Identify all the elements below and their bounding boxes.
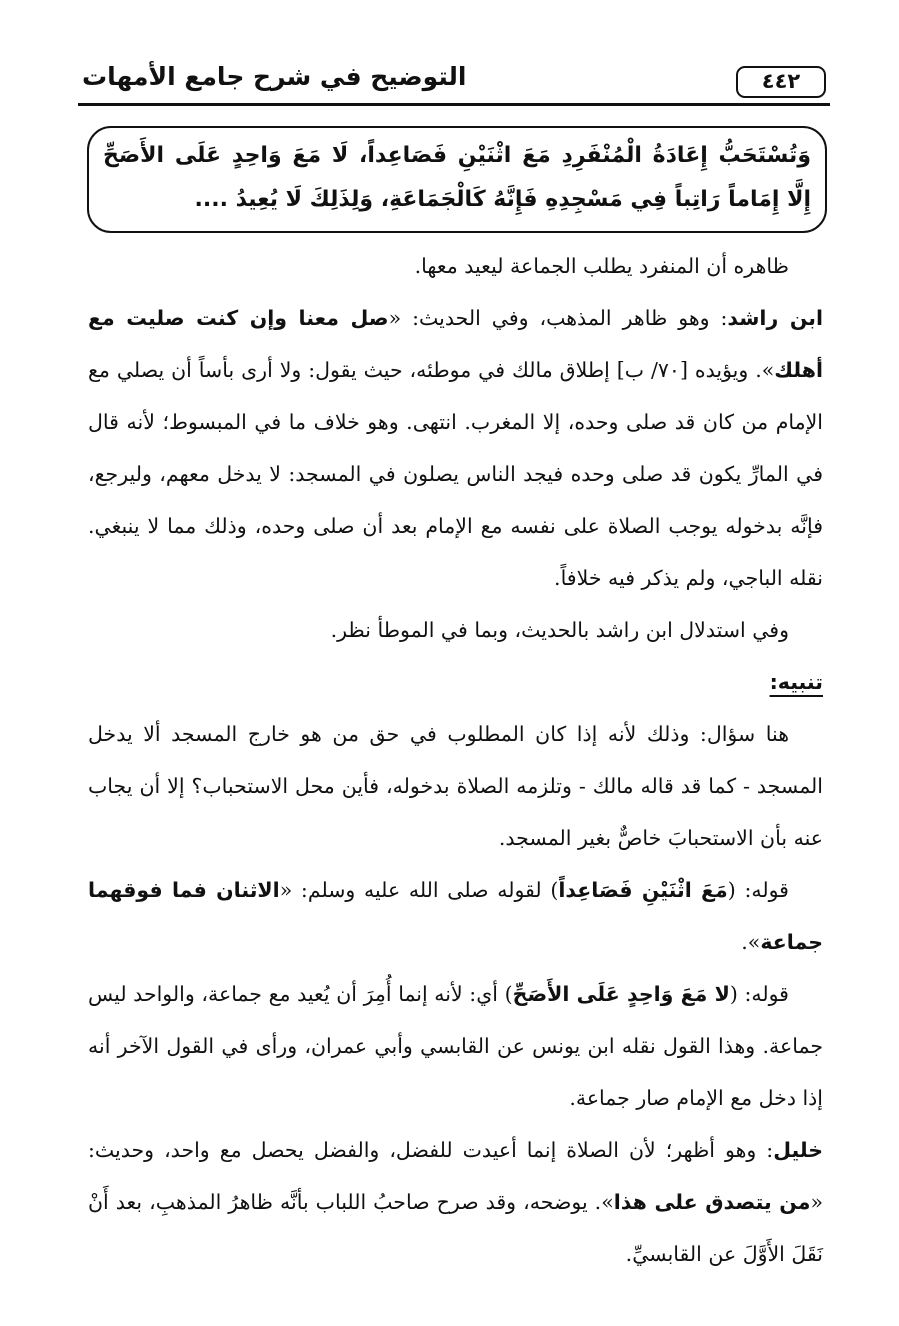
paragraph-6-text-b: ) أي: لأنه إنما أُمِرَ أن يُعيد مع جماعة، والواحد ليس جماعة. وهذا القول نقله ابن يونس عن القابسي وأبي عمران، ورأى في القول الآخر أنه إذا دخل مع الإمام صار جماعة. [88, 982, 823, 1110]
paragraph-1 [88, 240, 823, 292]
paragraph-7-text-a: : وهو أظهر؛ لأن الصلاة إنما أعيدت للفضل، والفضل يحصل مع واحد، وحديث: « [88, 1138, 823, 1214]
hadith-quote-3: من يتصدق على هذا [613, 1190, 811, 1214]
tanbih-heading: تنبيه: [769, 670, 823, 694]
tanbih-heading-line [88, 656, 823, 708]
author-label-khalil: خليل [773, 1138, 823, 1162]
paragraph-5-text-c: ». [741, 930, 761, 954]
matn-quote-2: لا مَعَ وَاحِدٍ عَلَى الأَصَحِّ [512, 982, 730, 1006]
book-title: التوضيح في شرح جامع الأمهات [82, 62, 467, 91]
paragraph-3 [88, 604, 823, 656]
page-header [78, 58, 830, 106]
paragraph-5-text-a: قوله: ( [727, 878, 789, 902]
matn-text-box: وَتُسْتَحَبُّ إِعَادَةُ الْمُنْفَرِدِ مَعَ اثْنَيْنِ فَصَاعِداً، لَا مَعَ وَاحِدٍ عَلَى الأَصَحِّ إِلَّا إِمَاماً رَاتِباً فِي مَسْجِدِهِ فَإِنَّهُ كَالْجَمَاعَةِ، وَلِذَلِكَ لَا يُعِيدُ .... [87, 126, 827, 233]
paragraph-7 [88, 1124, 823, 1280]
hadith-quote-1: صل معنا وإن كنت صليت مع أهلك [88, 306, 823, 382]
paragraph-4-text: هنا سؤال: وذلك لأنه إذا كان المطلوب في حق من هو خارج المسجد ألا يدخل المسجد - كما قد قاله مالك - وتلزمه الصلاة بدخوله، فأين محل الاستحباب؟ إلا أن يجاب عنه بأن الاستحبابَ خاصٌّ بغير المسجد. [88, 722, 823, 850]
commentary-body [88, 240, 823, 1280]
paragraph-6 [88, 968, 823, 1124]
author-label-ibn-rashid: ابن راشد [727, 306, 824, 330]
hadith-quote-2: الاثنان فما فوقهما جماعة [88, 878, 823, 954]
paragraph-3-text: وفي استدلال ابن راشد بالحديث، وبما في الموطأ نظر. [330, 618, 789, 642]
paragraph-2-text-b: ». ويؤيده [٧٠/ ب] إطلاق مالك في موطئه، حيث يقول: ولا أرى بأساً أن يصلي مع الإمام من كان قد صلى وحده، إلا المغرب. انتهى. وهو خلاف ما في المبسوط؛ لأنه قال في المارِّ يكون قد صلى وحده فيجد الناس يصلون في المسجد: لا يدخل معهم، وليرجع، فإنَّه بدخوله يوجب الصلاة على نفسه مع الإمام بعد أن صلى وحده، وذلك مما لا ينبغي. نقله الباجي، ولم يذكر فيه خلافاً. [88, 358, 823, 590]
paragraph-2 [88, 292, 823, 604]
page-number: ٤٤٢ [736, 66, 826, 98]
paragraph-7-text-b: ». يوضحه، وقد صرح صاحبُ اللباب بأنَّه ظاهرُ المذهبِ، بعد أَنْ نَقَلَ الأَوَّلَ عن القابسيِّ. [88, 1190, 823, 1266]
paragraph-6-text-a: قوله: ( [729, 982, 789, 1006]
matn-quote-1: مَعَ اثْنَيْنِ فَصَاعِداً [558, 878, 728, 902]
paragraph-5 [88, 864, 823, 968]
paragraph-4 [88, 708, 823, 864]
paragraph-1-text: ظاهره أن المنفرد يطلب الجماعة ليعيد معها. [414, 254, 789, 278]
paragraph-2-text-a: : وهو ظاهر المذهب، وفي الحديث: « [388, 306, 728, 330]
paragraph-5-text-b: ) لقوله صلى الله عليه وسلم: « [279, 878, 559, 902]
